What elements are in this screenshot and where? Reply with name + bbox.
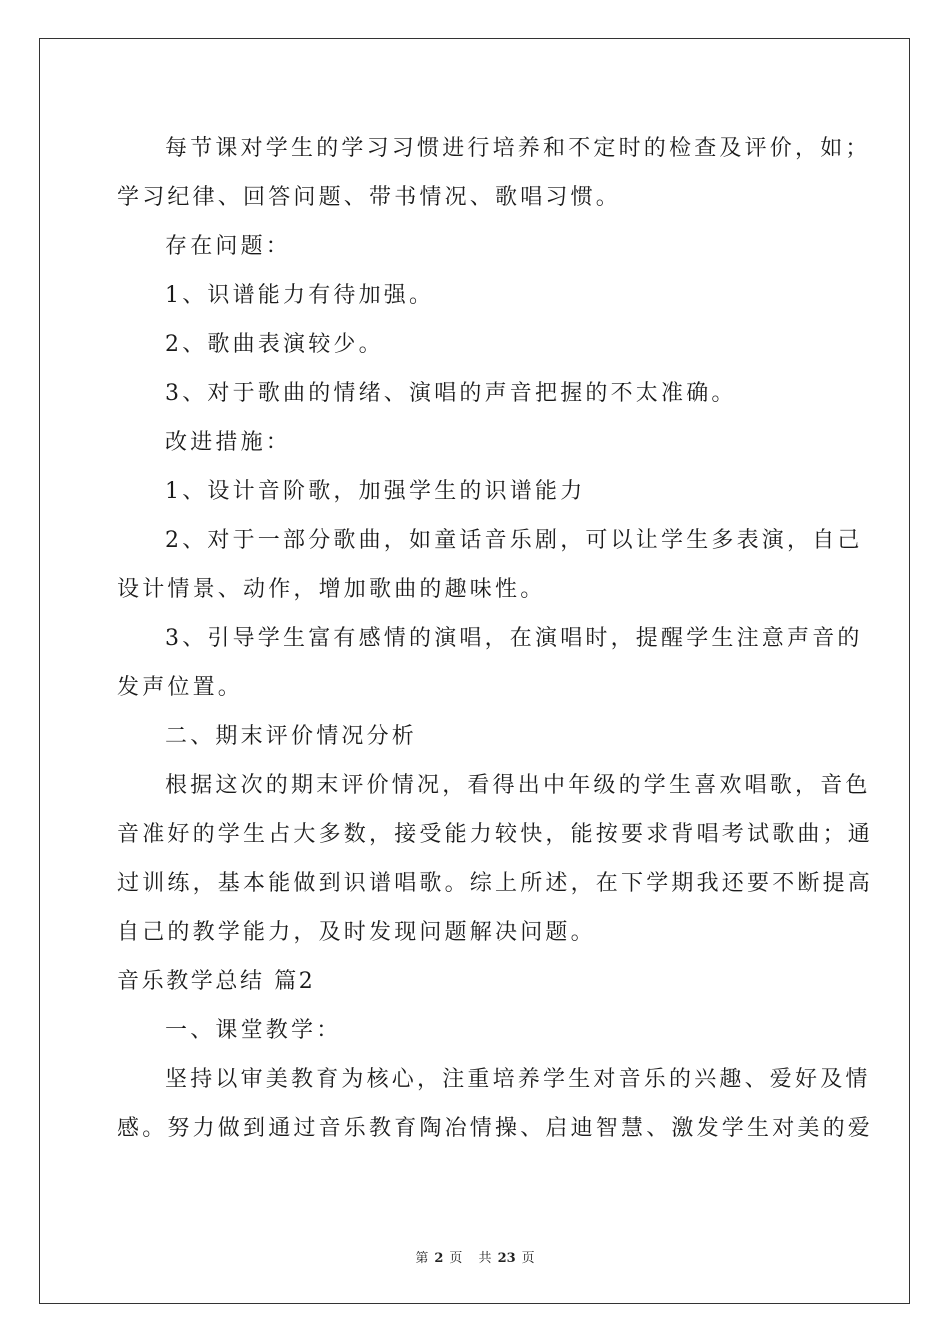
page-suffix: 页 — [449, 1251, 463, 1266]
paragraph-line: 音准好的学生占大多数，接受能力较快，能按要求背唱考试歌曲；通 — [117, 822, 874, 847]
paragraph-line: 每节课对学生的学习习惯进行培养和不定时的检查及评价，如； — [165, 136, 871, 161]
total-suffix: 页 — [521, 1251, 535, 1266]
total-prefix: 共 — [478, 1251, 492, 1266]
paragraph-line: 设计情景、动作，增加歌曲的趣味性。 — [117, 577, 546, 602]
article-title: 音乐教学总结 篇2 — [117, 969, 316, 994]
page-indicator — [412, 1251, 465, 1266]
document-body — [117, 124, 874, 1153]
paragraph-line: 坚持以审美教育为核心，注重培养学生对音乐的兴趣、爱好及情 — [165, 1067, 871, 1092]
paragraph-line: 过训练，基本能做到识谱唱歌。综上所述，在下学期我还要不断提高 — [117, 871, 874, 896]
list-item: 3、引导学生富有感情的演唱，在演唱时，提醒学生注意声音的 — [165, 626, 863, 651]
page-number: 2 — [434, 1251, 444, 1266]
section-heading: 二、期末评价情况分析 — [165, 724, 418, 749]
paragraph-line: 学习纪律、回答问题、带书情况、歌唱习惯。 — [117, 185, 622, 210]
page-prefix: 第 — [415, 1251, 429, 1266]
paragraph-line: 自己的教学能力，及时发现问题解决问题。 — [117, 920, 596, 945]
list-item: 1、识谱能力有待加强。 — [165, 283, 435, 308]
total-number: 23 — [497, 1251, 516, 1266]
section-label-problems: 存在问题： — [165, 234, 292, 259]
page-footer — [0, 1247, 950, 1266]
list-item: 2、歌曲表演较少。 — [165, 332, 384, 357]
list-item: 3、对于歌曲的情绪、演唱的声音把握的不太准确。 — [165, 381, 737, 406]
list-item: 2、对于一部分歌曲，如童话音乐剧，可以让学生多表演，自己 — [165, 528, 863, 553]
list-item: 1、设计音阶歌，加强学生的识谱能力 — [165, 479, 586, 504]
paragraph-line: 根据这次的期末评价情况，看得出中年级的学生喜欢唱歌，音色 — [165, 773, 871, 798]
section-label-improvements: 改进措施： — [165, 430, 292, 455]
section-heading: 一、课堂教学： — [165, 1018, 342, 1043]
total-pages-indicator — [476, 1251, 538, 1266]
paragraph-line: 感。努力做到通过音乐教育陶冶情操、启迪智慧、激发学生对美的爱 — [117, 1116, 874, 1141]
paragraph-line: 发声位置。 — [117, 675, 244, 700]
